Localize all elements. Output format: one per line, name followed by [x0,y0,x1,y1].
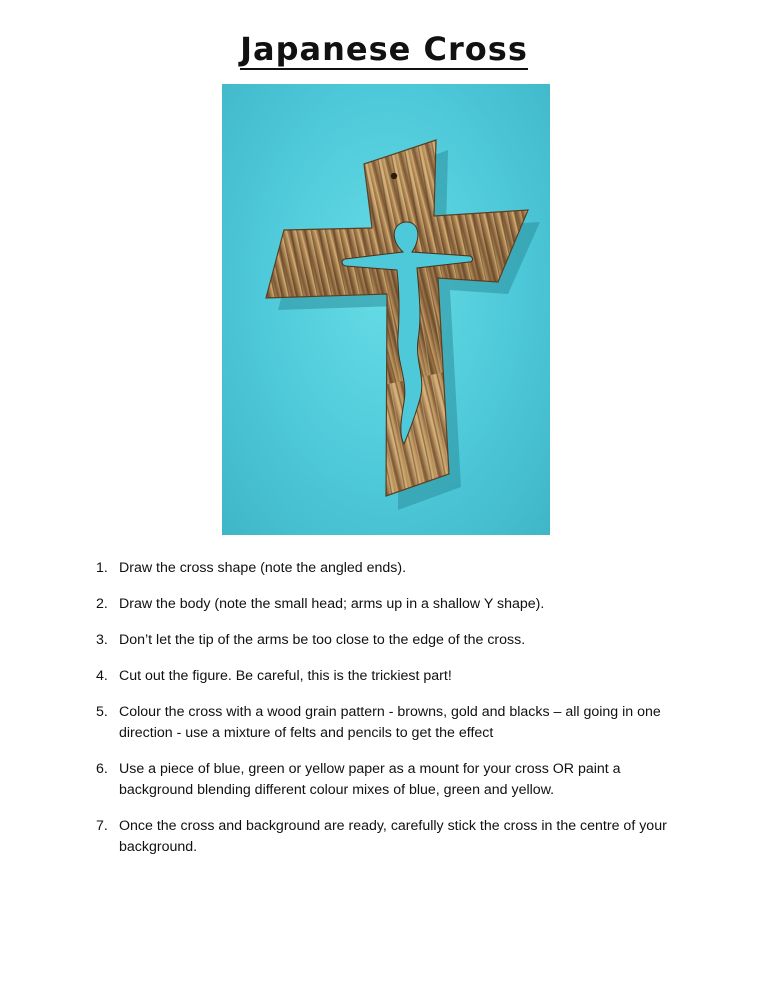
step-text: Draw the body (note the small head; arms up in a shallow Y shape). [119,596,545,612]
step-number: 1. [96,560,108,576]
step-text: Don’t let the tip of the arms be too close to the edge of the cross. [119,632,526,648]
step-text: Cut out the figure. Be careful, this is the trickiest part! [119,668,452,684]
step-number: 2. [96,596,108,612]
step-number: 4. [96,668,108,684]
step-number: 5. [96,704,108,720]
instruction-list [96,558,696,873]
step-text: Once the cross and background are ready, carefully stick the cross in the centre of your background. [119,818,667,855]
list-item [96,816,696,858]
step-text: Colour the cross with a wood grain pattern - browns, gold and blacks – all going in one direction - use a mixture of felts and pencils to get the effect [119,704,661,741]
list-item [96,630,696,651]
list-item [96,759,696,801]
step-number: 3. [96,632,108,648]
page-title-text: Japanese Cross [240,30,528,68]
page-title [0,30,768,70]
step-number: 6. [96,761,108,777]
step-number: 7. [96,818,108,834]
list-item [96,594,696,615]
step-text: Draw the cross shape (note the angled ends). [119,560,407,576]
step-text: Use a piece of blue, green or yellow paper as a mount for your cross OR paint a background blending different colour mixes of blue, green and yellow. [119,761,621,798]
list-item [96,702,696,744]
wooden-cross-image [222,84,550,535]
cross-photo [222,84,550,535]
cross-shape [266,140,528,496]
list-item [96,666,696,687]
list-item [96,558,696,579]
